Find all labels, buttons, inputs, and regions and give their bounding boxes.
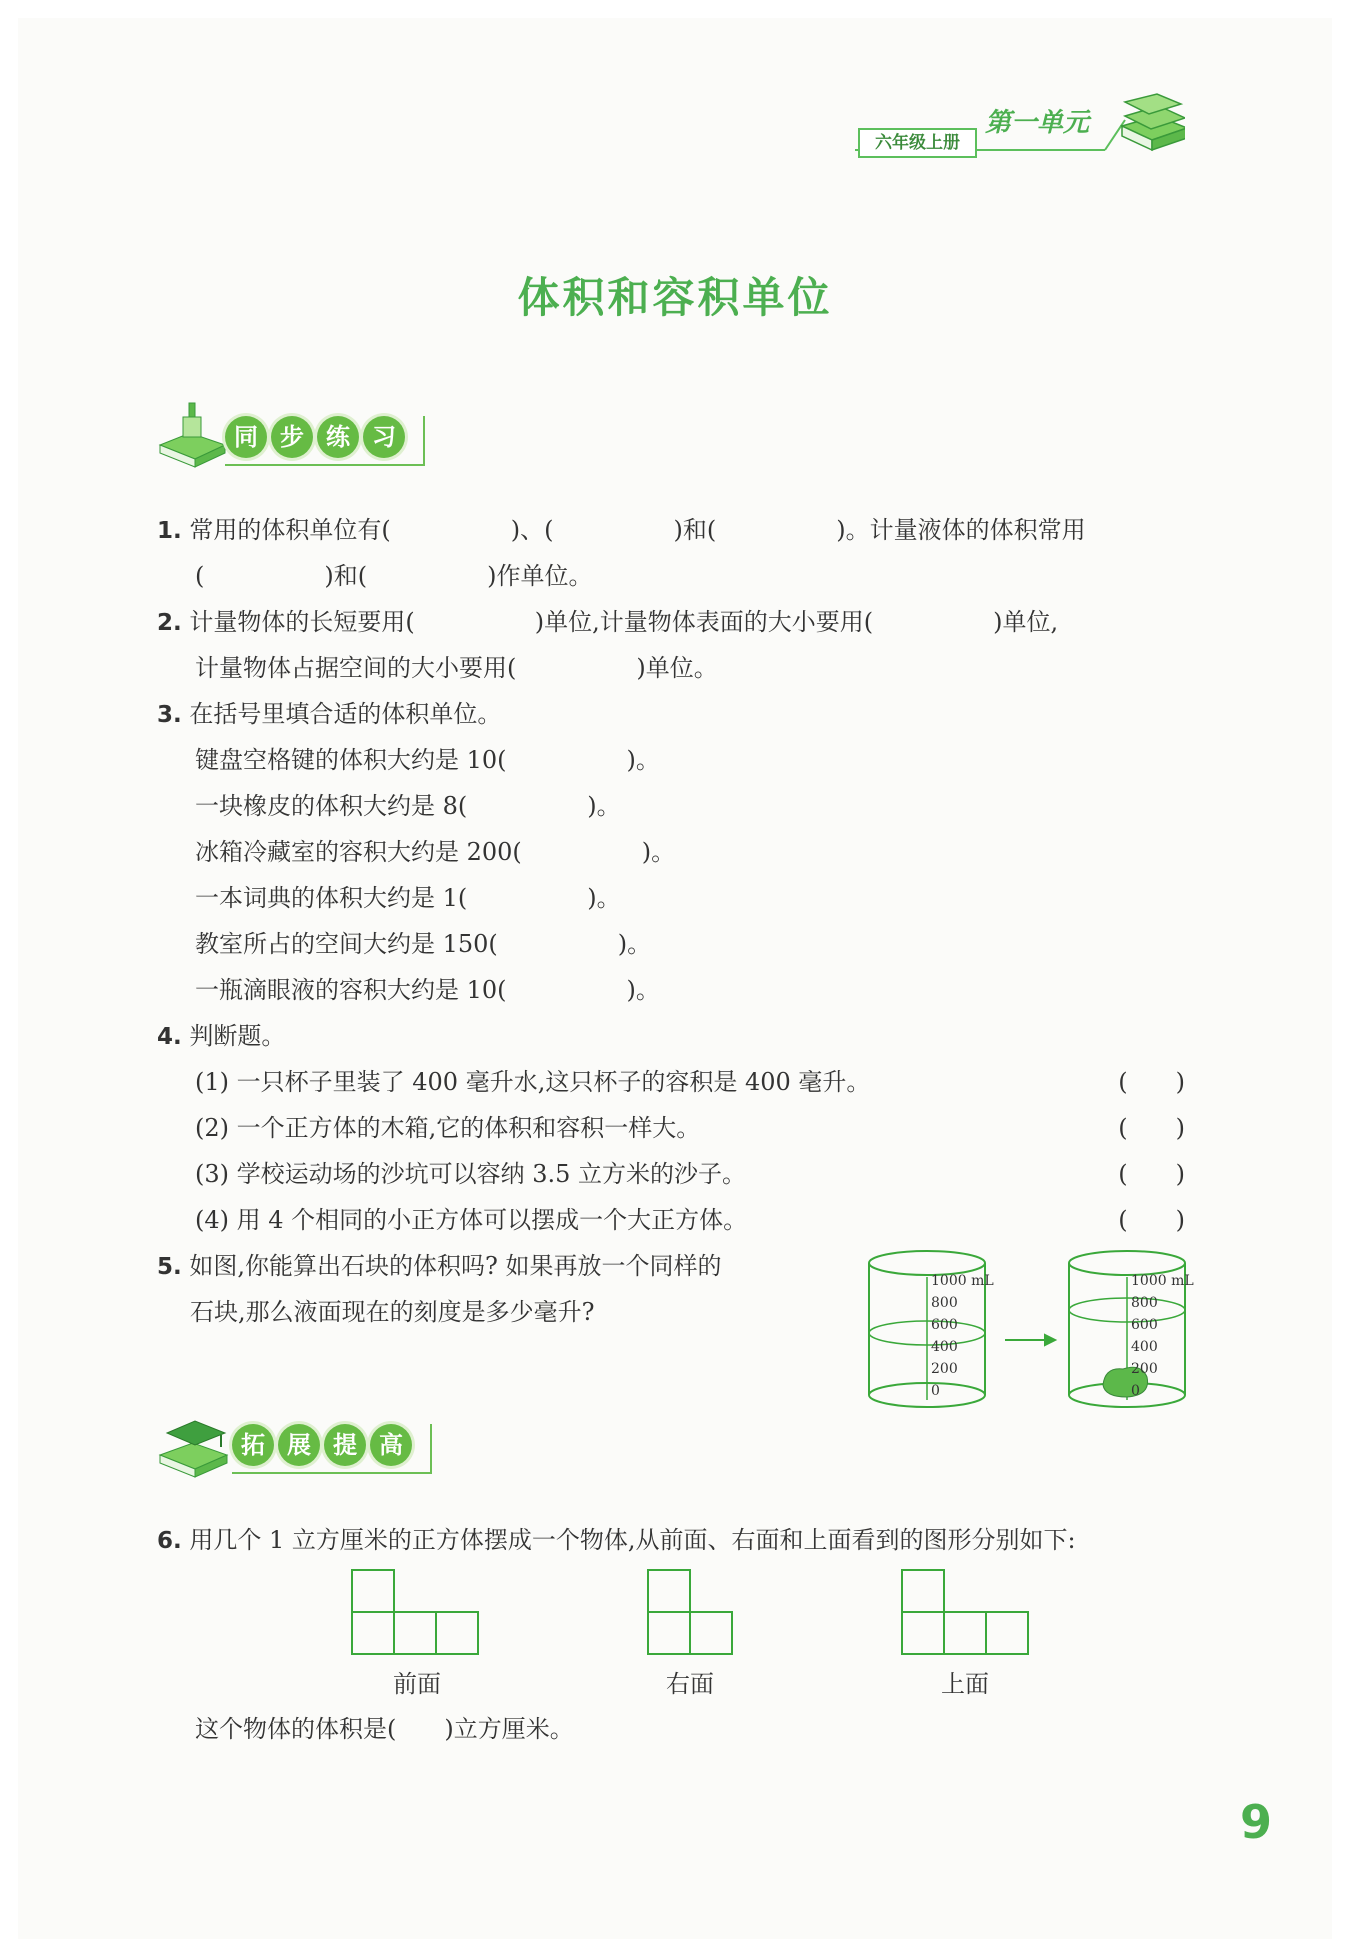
judge-item bbox=[195, 1151, 1185, 1197]
question-6-answer: 这个物体的体积是( )立方厘米。 bbox=[195, 1715, 574, 1743]
section-char: 步 bbox=[271, 416, 313, 458]
question-2 bbox=[157, 599, 1058, 646]
fill-item: 冰箱冷藏室的容积大约是 200( )。 bbox=[195, 838, 676, 866]
question-number: 3. bbox=[157, 702, 182, 728]
section-header-extend bbox=[232, 1424, 432, 1474]
tick-label: 1000 mL bbox=[1131, 1273, 1194, 1289]
answer-box[interactable]: ( ) bbox=[1118, 1206, 1185, 1234]
answer-box[interactable]: ( ) bbox=[1118, 1068, 1185, 1096]
arrow-icon bbox=[1005, 1335, 1055, 1345]
books-stack-icon bbox=[155, 395, 230, 475]
question-3 bbox=[157, 691, 501, 738]
tick-label: 1000 mL bbox=[931, 1273, 994, 1289]
question-text: 用几个 1 立方厘米的正方体摆成一个物体,从前面、右面和上面看到的图形分别如下: bbox=[189, 1526, 1076, 1554]
question-number: 1. bbox=[157, 518, 182, 544]
grade-label: 六年级上册 bbox=[858, 128, 977, 158]
section-char: 练 bbox=[317, 416, 359, 458]
question-text: 如图,你能算出石块的体积吗? 如果再放一个同样的 bbox=[189, 1252, 722, 1280]
beaker-diagram bbox=[865, 1245, 1195, 1415]
section-char: 同 bbox=[225, 416, 267, 458]
question-text: 计量物体的长短要用( )单位,计量物体表面的大小要用( )单位, bbox=[189, 608, 1059, 636]
judge-text: (3) 学校运动场的沙坑可以容纳 3.5 立方米的沙子。 bbox=[195, 1160, 747, 1188]
tick-label: 800 bbox=[931, 1295, 958, 1311]
tick-label: 200 bbox=[931, 1361, 958, 1377]
section-char: 高 bbox=[370, 1424, 412, 1466]
judge-text: (2) 一个正方体的木箱,它的体积和容积一样大。 bbox=[195, 1114, 701, 1142]
tick-label: 600 bbox=[1131, 1317, 1158, 1333]
front-view-figure bbox=[352, 1570, 478, 1654]
section-char: 提 bbox=[324, 1424, 366, 1466]
fill-item: 教室所占的空间大约是 150( )。 bbox=[195, 930, 652, 958]
tick-label: 400 bbox=[1131, 1339, 1158, 1355]
answer-box[interactable]: ( ) bbox=[1118, 1114, 1185, 1142]
judge-text: (4) 用 4 个相同的小正方体可以摆成一个大正方体。 bbox=[195, 1206, 748, 1234]
question-4 bbox=[157, 1013, 285, 1060]
section-header-sync bbox=[225, 416, 425, 466]
question-2-line2: 计量物体占据空间的大小要用( )单位。 bbox=[195, 654, 718, 682]
unit-label: 第一单元 bbox=[985, 108, 1090, 138]
tick-label: 800 bbox=[1131, 1295, 1158, 1311]
tick-label: 200 bbox=[1131, 1361, 1158, 1377]
question-number: 6. bbox=[157, 1528, 182, 1554]
answer-box[interactable]: ( ) bbox=[1118, 1160, 1185, 1188]
tick-label: 0 bbox=[931, 1383, 940, 1399]
view-label-top: 上面 bbox=[941, 1670, 989, 1698]
question-text: 判断题。 bbox=[189, 1022, 286, 1050]
graduation-books-icon bbox=[155, 1405, 235, 1485]
view-label-front: 前面 bbox=[393, 1670, 441, 1698]
question-text: 常用的体积单位有( )、( )和( )。计量液体的体积常用 bbox=[189, 516, 1086, 544]
question-number: 5. bbox=[157, 1254, 182, 1280]
view-label-right: 右面 bbox=[666, 1670, 714, 1698]
tick-label: 600 bbox=[931, 1317, 958, 1333]
page-number: 9 bbox=[1240, 1795, 1273, 1849]
question-5 bbox=[157, 1243, 722, 1290]
section-char: 拓 bbox=[232, 1424, 274, 1466]
section-char: 展 bbox=[278, 1424, 320, 1466]
judge-text: (1) 一只杯子里装了 400 毫升水,这只杯子的容积是 400 毫升。 bbox=[195, 1068, 871, 1096]
section-char: 习 bbox=[363, 416, 405, 458]
fill-item: 一本词典的体积大约是 1( )。 bbox=[195, 884, 621, 912]
judge-item bbox=[195, 1059, 1185, 1105]
question-1-line2: ( )和( )作单位。 bbox=[195, 562, 593, 590]
page-title: 体积和容积单位 bbox=[517, 273, 833, 322]
question-6 bbox=[157, 1517, 1076, 1564]
question-number: 2. bbox=[157, 610, 182, 636]
question-text: 在括号里填合适的体积单位。 bbox=[189, 700, 502, 728]
right-view-figure bbox=[648, 1570, 732, 1654]
fill-item: 键盘空格键的体积大约是 10( )。 bbox=[195, 746, 660, 774]
tick-label: 0 bbox=[1131, 1383, 1140, 1399]
judge-item bbox=[195, 1105, 1185, 1151]
fill-item: 一块橡皮的体积大约是 8( )。 bbox=[195, 792, 621, 820]
top-view-figure bbox=[902, 1570, 1028, 1654]
view-figures bbox=[350, 1568, 1050, 1668]
tick-label: 400 bbox=[931, 1339, 958, 1355]
question-5-line2: 石块,那么液面现在的刻度是多少毫升? bbox=[190, 1298, 595, 1326]
fill-item: 一瓶滴眼液的容积大约是 10( )。 bbox=[195, 976, 660, 1004]
judge-item bbox=[195, 1197, 1185, 1243]
question-1 bbox=[157, 507, 1086, 554]
question-number: 4. bbox=[157, 1024, 182, 1050]
